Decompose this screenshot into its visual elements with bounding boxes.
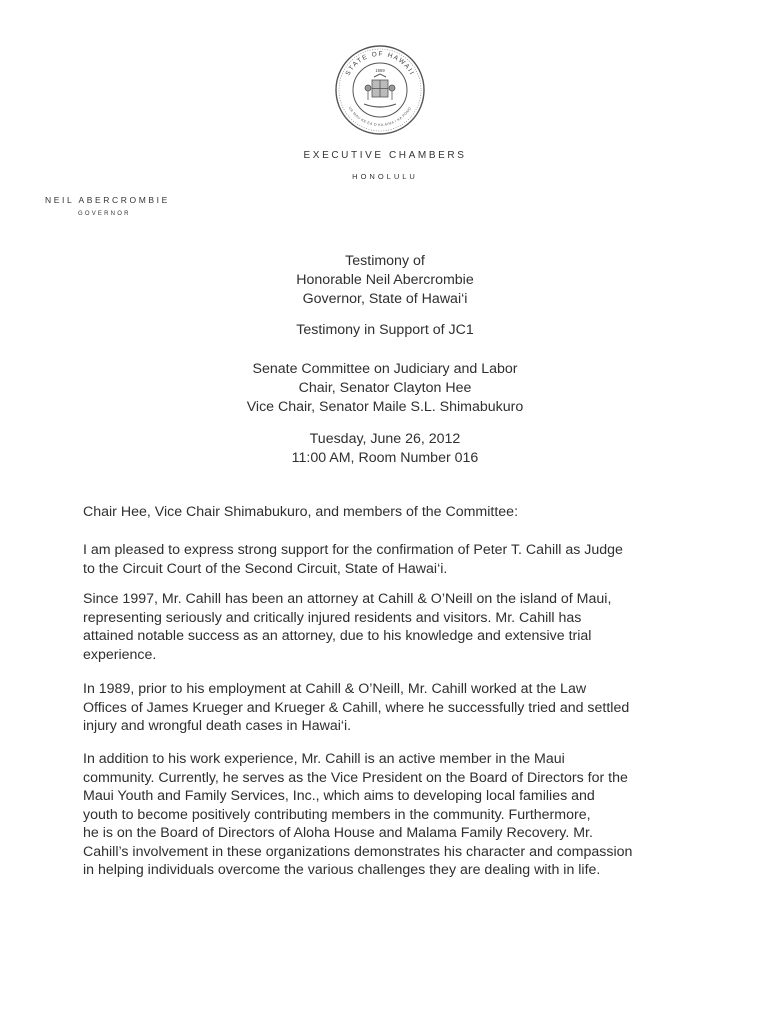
paragraph-line: he is on the Board of Directors of Aloha House and Malama Family Recovery. Mr. <box>83 825 593 841</box>
paragraph-1 <box>83 541 703 578</box>
paragraph-line: representing seriously and critically injured residents and visitors. Mr. Cahill has <box>83 609 582 626</box>
paragraph-line: in helping individuals overcome the various challenges they are dealing with in life. <box>83 862 601 878</box>
heading-line2: Honorable Neil Abercrombie <box>296 272 474 288</box>
seal-emblem-icon <box>364 68 396 107</box>
seal-year: 1959 <box>375 68 385 73</box>
paragraph-line: experience. <box>83 646 157 663</box>
state-seal <box>334 44 426 136</box>
committee-vice-chair: Vice Chair, Senator Maile S.L. Shimabukuro <box>246 399 524 415</box>
committee-chair: Chair, Senator Clayton Hee <box>298 380 472 396</box>
paragraph-line: Cahill’s involvement in these organizations demonstrates his character and compassion <box>83 843 633 860</box>
support-line: Testimony in Support of JC1 <box>296 322 474 338</box>
governor-name: NEIL ABERCROMBIE <box>45 195 170 205</box>
paragraph-line: attained notable success as an attorney, due to his knowledge and extensive trial <box>83 628 592 644</box>
committee-name: Senate Committee on Judiciary and Labor <box>252 361 518 377</box>
hearing-block <box>0 430 770 468</box>
paragraph-line: I am pleased to express strong support for the confirmation of Peter T. Cahill as Judge <box>83 542 623 558</box>
salutation <box>83 503 703 522</box>
paragraph-line: to the Circuit Court of the Second Circuit, State of Hawai‘i. <box>83 560 448 577</box>
paragraph-line: In addition to his work experience, Mr. Cahill is an active member in the Maui <box>83 751 565 767</box>
governor-title: GOVERNOR <box>78 211 131 217</box>
office-title: EXECUTIVE CHAMBERS <box>303 150 467 161</box>
paragraph-line: Since 1997, Mr. Cahill has been an attorney at Cahill & O’Neill on the island of Maui, <box>83 591 612 607</box>
paragraph-line: youth to become positively contributing members in the community. Furthermore, <box>83 806 591 823</box>
paragraph-line: Offices of James Krueger and Krueger & Cahill, where he successfully tried and settled <box>83 699 630 716</box>
heading-line1: Testimony of <box>345 253 425 269</box>
heading-line3: Governor, State of Hawai‘i <box>302 291 468 307</box>
svg-text:STATE OF HAWAII <box>345 51 416 77</box>
committee-block <box>0 360 770 417</box>
salutation-text: Chair Hee, Vice Chair Shimabukuro, and members of the Committee: <box>83 504 519 520</box>
office-city: HONOLULU <box>352 172 418 181</box>
testimony-header <box>0 252 770 309</box>
paragraph-line: injury and wrongful death cases in Hawai‘i. <box>83 718 352 734</box>
hearing-date: Tuesday, June 26, 2012 <box>309 431 461 447</box>
seal-ring-text: STATE OF HAWAII <box>344 50 416 77</box>
seal-motto-text: UA MAU KE EA O KA AINA I KA PONO <box>347 106 413 128</box>
paragraph-line: In 1989, prior to his employment at Cahill & O’Neill, Mr. Cahill worked at the Law <box>83 681 587 697</box>
testimony-support-line <box>0 321 770 340</box>
paragraph-2 <box>83 590 703 664</box>
paragraph-line: Maui Youth and Family Services, Inc., which aims to developing local families and <box>83 788 595 804</box>
hearing-time-room: 11:00 AM, Room Number 016 <box>291 450 479 466</box>
paragraph-line: community. Currently, he serves as the Vice President on the Board of Directors for the <box>83 769 628 786</box>
paragraph-4 <box>83 750 703 880</box>
paragraph-3 <box>83 680 703 736</box>
